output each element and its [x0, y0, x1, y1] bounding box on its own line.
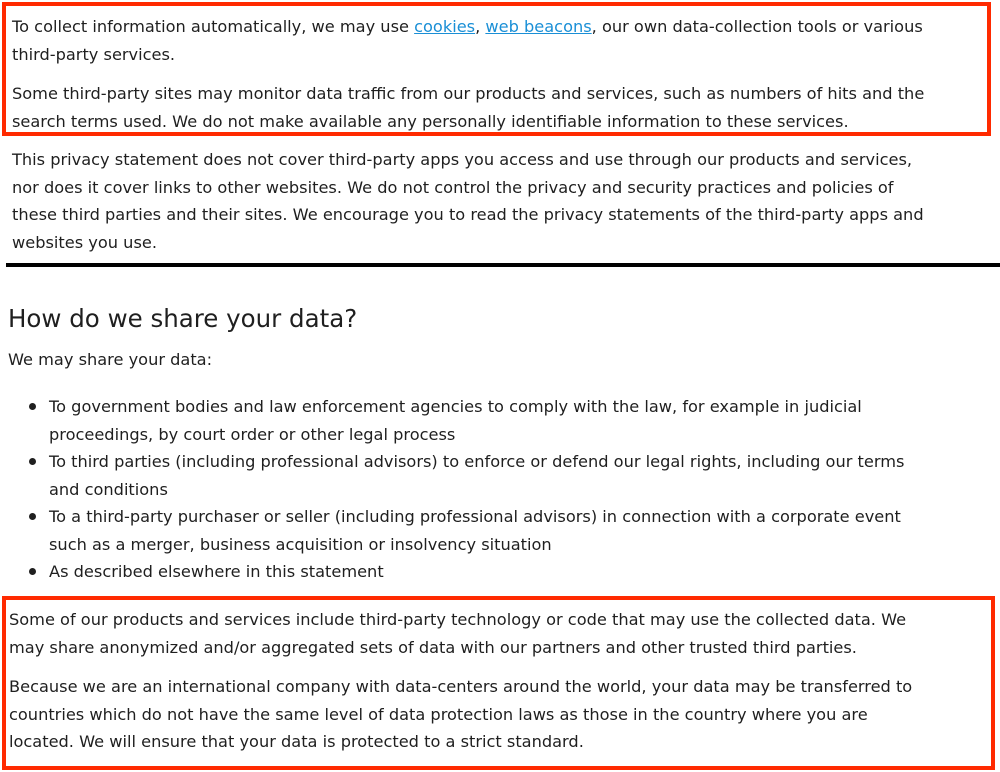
cookies-link[interactable]: cookies — [414, 17, 476, 36]
web-beacons-link[interactable]: web beacons — [485, 17, 592, 36]
auto-collection-paragraph — [12, 13, 923, 68]
auto-collection-line-1: To collect information automatically, we may use cookies, web beacons, our own data-collection tools or various — [12, 17, 923, 36]
international-transfer-paragraph: Because we are an international company with data-centers around the world, your data may be transferred to countries which do not have the same level of data protection laws as those in the country where you are located. We will ensure that your data is protected to a strict standard. — [9, 677, 913, 751]
share-bullet-list — [0, 393, 904, 586]
list-item: As described elsewhere in this statement — [0, 558, 904, 586]
section-divider — [6, 263, 1000, 267]
bullet-icon — [29, 568, 36, 575]
bullet-icon — [29, 513, 36, 520]
third-party-tech-paragraph: Some of our products and services include third-party technology or code that may use the collected data. We may share anonymized and/or aggregated sets of data with our partners and other trusted third parties. — [9, 610, 907, 657]
auto-collection-line-2: third-party services. — [12, 44, 176, 64]
bullet-icon — [29, 458, 36, 465]
bullet-icon — [29, 403, 36, 410]
share-data-heading: How do we share your data? — [8, 304, 358, 333]
list-item: To third parties (including professional advisors) to enforce or defend our legal rights, including our terms and conditions — [0, 448, 904, 503]
share-intro: We may share your data: — [8, 350, 213, 369]
third-party-monitor-paragraph: Some third-party sites may monitor data traffic from our products and services, such as numbers of hits and the search terms used. We do not make available any personally identifiable information to these services. — [12, 84, 925, 131]
list-item: To government bodies and law enforcement agencies to comply with the law, for example in judicial proceedings, by court order or other legal process — [0, 393, 904, 448]
privacy-scope-paragraph: This privacy statement does not cover third-party apps you access and use through our products and services, nor does it cover links to other websites. We do not control the privacy and security practices and policies of these third parties and their sites. We encourage you to read the privacy statements of the third-party apps and websites you use. — [12, 150, 924, 252]
list-item: To a third-party purchaser or seller (including professional advisors) in connection with a corporate event such as a merger, business acquisition or insolvency situation — [0, 503, 904, 558]
